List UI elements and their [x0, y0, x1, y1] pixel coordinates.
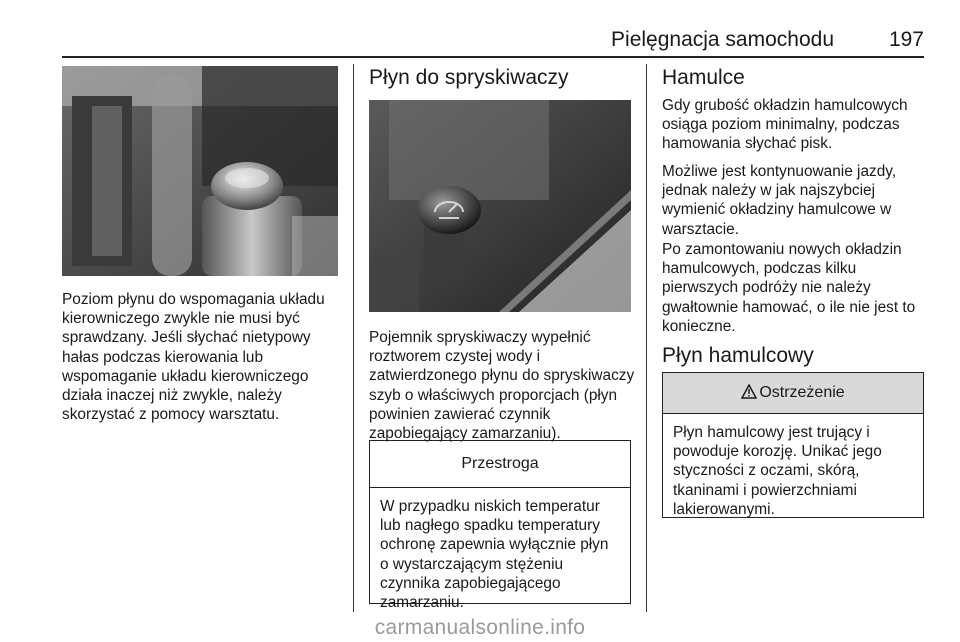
warning-triangle-icon	[741, 384, 757, 403]
warning-box	[662, 372, 924, 518]
power-steering-paragraph: Poziom płynu do wspomagania układu kierowniczego zwykle nie musi być sprawdzany. Jeśli słychać nietypowy hałas podczas kierowania lub wspomaganie układu kierowniczego działa inaczej niż zwykle, należy skorzystać z pomocy warsztatu.	[62, 291, 325, 424]
caution-box	[369, 440, 631, 612]
brakes-paragraph-2: Możliwe jest kontynuowanie jazdy, jednak należy w jak najszybciej wymienić okładziny hamulcowe w warsztacie.	[662, 163, 897, 238]
power-steering-reservoir-photo	[62, 66, 338, 276]
caution-text: W przypadku niskich temperatur lub nagłego spadku temperatury ochronę zapewnia wyłącznie płyn o wystarczającym stężeniu czynnika zapobiegającego zamarzaniu.	[380, 498, 609, 612]
column-divider-1	[353, 64, 354, 612]
washer-fluid-reservoir-photo	[369, 100, 631, 312]
header-rule	[62, 56, 924, 58]
brakes-paragraph-1: Gdy grubość okładzin hamulcowych osiąga poziom minimalny, podczas hamowania słychać pisk.	[662, 97, 908, 153]
washer-fluid-heading: Płyn do spryskiwaczy	[369, 66, 569, 89]
washer-fluid-paragraph: Pojemnik spryskiwaczy wypełnić roztworem czystej wody i zatwierdzonego płynu do spryskiwaczy szyb o właściwych proporcjach (płyn powinien zawierać czynnik zapobiegający zamarzaniu).	[369, 329, 635, 443]
brakes-heading: Hamulce	[662, 66, 745, 89]
watermark: carmanualsonline.info	[374, 616, 586, 639]
caution-title: Przestroga	[370, 441, 630, 488]
warning-header	[663, 373, 923, 414]
warning-text: Płyn hamulcowy jest trujący i powoduje korozję. Unikać jego styczności z oczami, skórą, tkaninami i powierzchniami lakierowanymi.	[673, 424, 882, 518]
brakes-paragraph-3: Po zamontowaniu nowych okładzin hamulcowych, podczas kilku pierwszych podróży nie należy gwałtownie hamować, o ile nie jest to konieczne.	[662, 241, 916, 335]
page-header-title: Pielęgnacja samochodu	[611, 28, 834, 51]
page-number: 197	[888, 28, 924, 51]
warning-title: Ostrzeżenie	[759, 384, 845, 401]
brake-fluid-heading: Płyn hamulcowy	[662, 344, 814, 367]
column-divider-2	[646, 64, 647, 612]
